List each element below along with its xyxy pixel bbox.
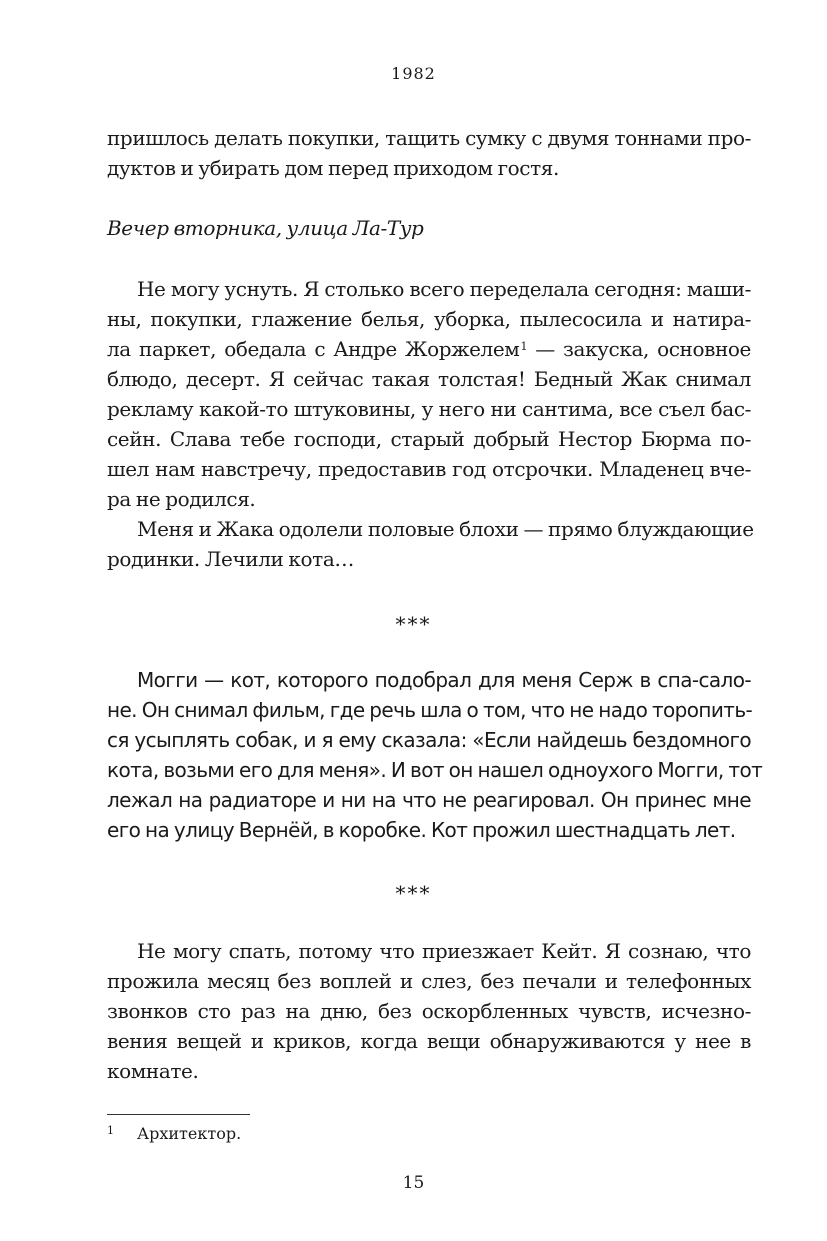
footnote-marker: 1 bbox=[520, 340, 528, 353]
text-line: кота, возьми его для меня». И вот он нашел одноухого Могги, тот bbox=[107, 758, 763, 782]
footnote-text: Архитектор. bbox=[137, 1124, 242, 1143]
subheading-text: Вечер вторника, улица Ла-Тур bbox=[107, 216, 424, 240]
text-segment: — закуска, основное bbox=[527, 337, 751, 361]
text-line: пришлось делать покупки, тащить сумку с двумя тоннами про- bbox=[107, 126, 751, 150]
text-line: Меня и Жака одолели половые блохи — прямо блуждающие bbox=[137, 517, 754, 541]
footnote-number: 1 bbox=[107, 1124, 114, 1137]
paragraph-entry bbox=[107, 274, 754, 574]
text-line: ны, покупки, глажение белья, уборка, пылесосила и натира- bbox=[107, 307, 751, 331]
section-separator: *** bbox=[395, 881, 432, 905]
paragraph-inset bbox=[107, 665, 763, 845]
text-line: Не могу уснуть. Я столько всего переделала сегодня: маши- bbox=[137, 277, 751, 301]
text-line: не. Он снимал фильм, где речь шла о том, что не надо торопить- bbox=[107, 698, 753, 722]
text-line: рекламу какой-то штуковины, у него ни сантима, все съел бас- bbox=[107, 397, 751, 421]
text-line: звонков сто раз на дню, без оскорбленных чувств, исчезно- bbox=[107, 999, 751, 1023]
text-line: ра не родился. bbox=[107, 487, 256, 511]
text-line: вения вещей и криков, когда вещи обнаруживаются у нее в bbox=[107, 1029, 751, 1053]
text-line: его на улицу Вернёй, в коробке. Кот прожил шестнадцать лет. bbox=[107, 818, 736, 842]
text-line: дуктов и убирать дом перед приходом гостя. bbox=[107, 156, 559, 180]
text-line: Не могу спать, потому что приезжает Кейт. Я сознаю, что bbox=[137, 939, 751, 963]
page-number: 15 bbox=[402, 1173, 425, 1193]
text-line: шел нам навстречу, предоставив год отсрочки. Младенец вче- bbox=[107, 457, 751, 481]
footnote-divider bbox=[107, 1114, 250, 1115]
paragraph-continuation bbox=[107, 123, 751, 183]
section-subheading bbox=[107, 213, 751, 243]
text-segment: ла паркет, обедала с Андре Жоржелем bbox=[107, 337, 520, 361]
footnote bbox=[107, 1124, 241, 1143]
text-line: блюдо, десерт. Я сейчас такая толстая! Бедный Жак снимал bbox=[107, 367, 751, 391]
text-line: сейн. Слава тебе господи, старый добрый Нестор Бюрма по- bbox=[107, 427, 751, 451]
text-line: Могги — кот, которого подобрал для меня Серж в спа-сало- bbox=[137, 668, 751, 692]
text-line: родинки. Лечили кота… bbox=[107, 547, 354, 571]
text-line: лежал на радиаторе и ни на что не реагировал. Он принес мне bbox=[107, 788, 751, 812]
paragraph-entry bbox=[107, 936, 751, 1086]
running-header: 1982 bbox=[391, 64, 436, 83]
section-separator: *** bbox=[395, 612, 432, 636]
text-line: прожила месяц без воплей и слез, без печали и телефонных bbox=[107, 969, 751, 993]
text-line-with-footnote bbox=[107, 334, 751, 364]
text-line: комнате. bbox=[107, 1059, 199, 1083]
text-line: ся усыплять собак, и я ему сказала: «Если найдешь бездомного bbox=[107, 728, 751, 752]
